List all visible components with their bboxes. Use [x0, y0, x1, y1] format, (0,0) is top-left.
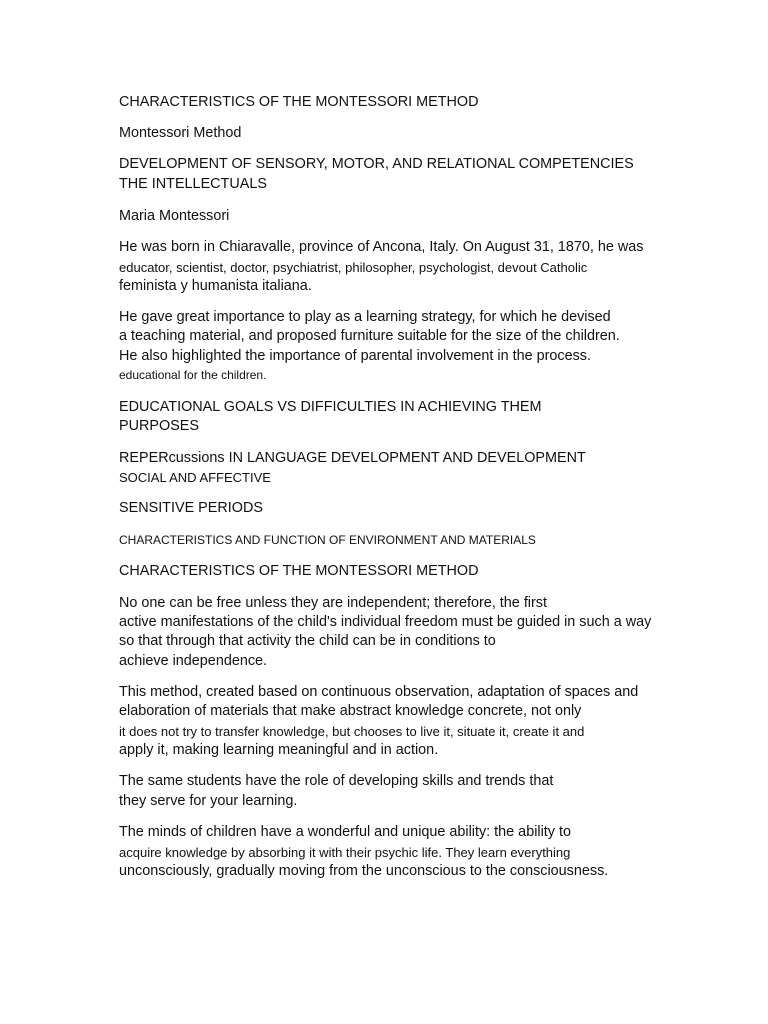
students-line-1: The same students have the role of developing skills and trends that: [119, 773, 554, 789]
play-line-4: educational for the children.: [119, 368, 267, 382]
heading-montessori-method: Montessori Method: [119, 125, 242, 141]
method-line-1: This method, created based on continuous observation, adaptation of spaces and: [119, 684, 639, 700]
bio-line-1: He was born in Chiaravalle, province of Ancona, Italy. On August 31, 1870, he was: [119, 239, 644, 255]
play-line-3: He also highlighted the importance of parental involvement in the process.: [119, 348, 591, 364]
minds-line-3: unconsciously, gradually moving from the unconscious to the consciousness.: [119, 863, 609, 879]
heading-goals-line-2: PURPOSES: [119, 418, 199, 434]
heading-development-line-1: DEVELOPMENT OF SENSORY, MOTOR, AND RELATIONAL COMPETENCIES: [119, 156, 634, 172]
heading-characteristics: CHARACTERISTICS OF THE MONTESSORI METHOD: [119, 94, 479, 110]
freedom-line-2: active manifestations of the child's individual freedom must be guided in such a way: [119, 614, 652, 630]
play-line-2: a teaching material, and proposed furniture suitable for the size of the children.: [119, 328, 620, 344]
heading-repercussions-line-1: REPERcussions IN LANGUAGE DEVELOPMENT AND DEVELOPMENT: [119, 450, 586, 466]
heading-sensitive-periods: SENSITIVE PERIODS: [119, 500, 263, 516]
freedom-line-3: so that through that activity the child can be in conditions to: [119, 633, 496, 649]
heading-environment-materials: CHARACTERISTICS AND FUNCTION OF ENVIRONMENT AND MATERIALS: [119, 533, 536, 547]
minds-line-1: The minds of children have a wonderful and unique ability: the ability to: [119, 824, 571, 840]
heading-development-line-2: THE INTELLECTUALS: [119, 176, 267, 192]
heading-goals-line-1: EDUCATIONAL GOALS VS DIFFICULTIES IN ACHIEVING THEM: [119, 399, 542, 415]
bio-line-2: educator, scientist, doctor, psychiatrist, philosopher, psychologist, devout Catholic: [119, 260, 588, 275]
bio-line-3: feminista y humanista italiana.: [119, 278, 312, 294]
method-line-2: elaboration of materials that make abstract knowledge concrete, not only: [119, 703, 582, 719]
heading-maria-montessori: Maria Montessori: [119, 208, 230, 224]
freedom-line-4: achieve independence.: [119, 653, 268, 669]
heading-characteristics-repeat: CHARACTERISTICS OF THE MONTESSORI METHOD: [119, 563, 479, 579]
students-line-2: they serve for your learning.: [119, 793, 298, 809]
minds-line-2: acquire knowledge by absorbing it with their psychic life. They learn everything: [119, 845, 571, 860]
heading-repercussions-line-2: SOCIAL AND AFFECTIVE: [119, 470, 271, 485]
play-line-1: He gave great importance to play as a learning strategy, for which he devised: [119, 309, 611, 325]
method-line-4: apply it, making learning meaningful and in action.: [119, 742, 439, 758]
method-line-3: it does not try to transfer knowledge, but chooses to live it, situate it, create it and: [119, 724, 585, 739]
freedom-line-1: No one can be free unless they are independent; therefore, the first: [119, 595, 547, 611]
